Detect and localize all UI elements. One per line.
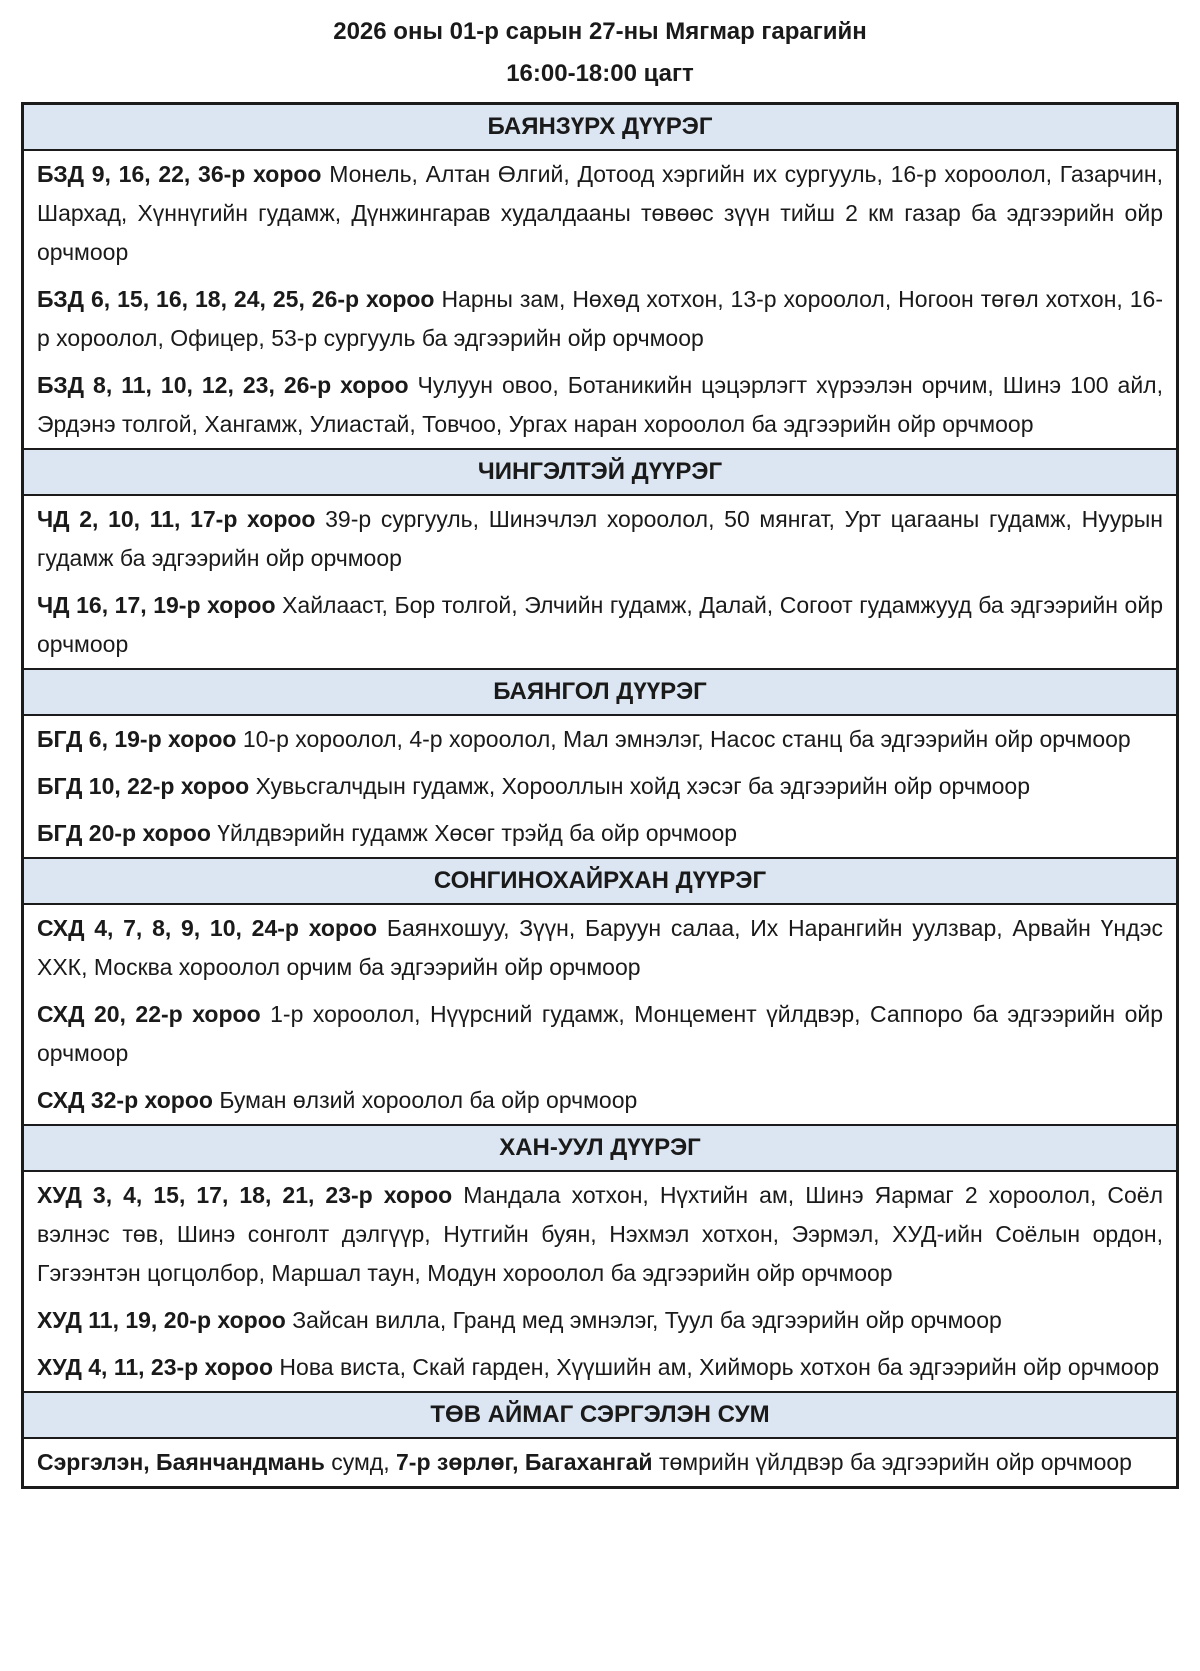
schedule-row [24,1077,1176,1124]
schedule-row [24,1172,1176,1297]
area-description: Монель, Алтан Өлгий, Дотоод хэргийн их сургууль, 16-р хороолол, Газарчин, Шархад, Хүннүгийн гудамж, Дүнжингарав худалдааны төвөөс зүүн тийш 2 км газар ба эдгээрийн ойр орчмоор [37,161,1164,265]
section-header: БАЯНЗҮРХ ДҮҮРЭГ [24,105,1176,151]
khoroo-label: ЧД 16, 17, 19-р хороо [37,592,283,618]
schedule-row [24,362,1176,448]
khoroo-label: БЗД 6, 15, 16, 18, 24, 25, 26-р хороо [37,286,442,312]
schedule-date-title: 2026 оны 01-р сарын 27-ны Мягмар гарагийн [333,18,867,45]
area-description: сумд, [331,1449,397,1475]
area-description: Нова виста, Скай гарден, Хүүшийн ам, Хийморь хотхон ба эдгээрийн ойр орчмоор [279,1354,1160,1380]
section-header: ТӨВ АЙМАГ СЭРГЭЛЭН СУМ [24,1391,1176,1439]
khoroo-label: БЗД 8, 11, 10, 12, 23, 26-р хороо [37,372,418,398]
khoroo-label: БЗД 9, 16, 22, 36-р хороо [37,161,330,187]
area-description: Буман өлзий хороолол ба ойр орчмоор [219,1087,638,1113]
area-description: төмрийн үйлдвэр ба эдгээрийн ойр орчмоор [658,1449,1132,1475]
area-description: Үйлдвэрийн гудамж Хөсөг трэйд ба ойр орчмоор [217,820,738,846]
schedule-time-title: 16:00-18:00 цагт [506,60,694,87]
area-description: Баянхошуу, Зүүн, Баруун салаа, Их Нарангийн уулзвар, Арвайн Үндэс ХХК, Москва хороолол орчим ба эдгээрийн ойр орчмоор [37,915,1163,980]
area-description: 10-р хороолол, 4-р хороолол, Мал эмнэлэг, Насос станц ба эдгээрийн ойр орчмоор [242,726,1131,752]
khoroo-label: Сэргэлэн, Баянчандмань [37,1449,332,1475]
khoroo-label: СХД 32-р хороо [37,1087,220,1113]
section-header: СОНГИНОХАЙРХАН ДҮҮРЭГ [24,857,1176,905]
schedule-row [24,276,1176,362]
schedule-table [21,102,1179,1489]
khoroo-label: БГД 6, 19-р хороо [37,726,243,752]
schedule-row [24,496,1176,582]
khoroo-label: СХД 20, 22-р хороо [37,1001,271,1027]
area-description: Хайлааст, Бор толгой, Элчийн гудамж, Далай, Согоот гудамжууд ба эдгээрийн ойр орчмоор [37,592,1163,657]
schedule-row [24,582,1176,668]
page-titles [0,0,1200,89]
schedule-row [24,151,1176,276]
section-header: БАЯНГОЛ ДҮҮРЭГ [24,668,1176,716]
schedule-row [24,1439,1176,1486]
khoroo-label: ХУД 3, 4, 15, 17, 18, 21, 23-р хороо [37,1182,464,1208]
schedule-row [24,810,1176,857]
area-description: Мандала хотхон, Нүхтийн ам, Шинэ Яармаг 2 хороолол, Соёл вэлнэс төв, Шинэ сонголт дэлгүүр, Нутгийн буян, Нэхмэл хотхон, Ээрмэл, ХУД-ийн Соёлын ордон, Гэгээнтэн цогцолбор, Маршал таун, Модун хороолол ба эдгээрийн ойр орчмоор [37,1182,1163,1286]
area-description: Нарны зам, Нөхөд хотхон, 13-р хороолол, Ногоон төгөл хотхон, 16-р хороолол, Офицер, 53-р сургууль ба эдгээрийн ойр орчмоор [37,286,1163,351]
schedule-row [24,716,1176,763]
khoroo-label: ЧД 2, 10, 11, 17-р хороо [37,506,326,532]
schedule-row [24,905,1176,991]
schedule-row [24,763,1176,810]
area-description: 1-р хороолол, Нүүрсний гудамж, Монцемент үйлдвэр, Саппоро ба эдгээрийн ойр орчмоор [37,1001,1164,1066]
schedule-row [24,1344,1176,1391]
area-description: 39-р сургууль, Шинэчлэл хороолол, 50 мянгат, Урт цагааны гудамж, Нуурын гудамж ба эдгээрийн ойр орчмоор [37,506,1163,571]
section-header: ХАН-УУЛ ДҮҮРЭГ [24,1124,1176,1172]
section-header: ЧИНГЭЛТЭЙ ДҮҮРЭГ [24,448,1176,496]
khoroo-label: 7-р зөрлөг, Багахангай [396,1449,659,1475]
khoroo-label: БГД 10, 22-р хороо [37,773,256,799]
khoroo-label: ХУД 4, 11, 23-р хороо [37,1354,280,1380]
khoroo-label: СХД 4, 7, 8, 9, 10, 24-р хороо [37,915,387,941]
khoroo-label: БГД 20-р хороо [37,820,218,846]
area-description: Зайсан вилла, Гранд мед эмнэлэг, Туул ба эдгээрийн ойр орчмоор [292,1307,1002,1333]
area-description: Чулуун овоо, Ботаникийн цэцэрлэгт хүрээлэн орчим, Шинэ 100 айл, Эрдэнэ толгой, Хангамж, Улиастай, Товчоо, Ургах наран хороолол ба эдгээрийн ойр орчмоор [37,372,1163,437]
area-description: Хувьсгалчдын гудамж, Хорооллын хойд хэсэг ба эдгээрийн ойр орчмоор [255,773,1030,799]
schedule-row [24,991,1176,1077]
schedule-row [24,1297,1176,1344]
khoroo-label: ХУД 11, 19, 20-р хороо [37,1307,293,1333]
